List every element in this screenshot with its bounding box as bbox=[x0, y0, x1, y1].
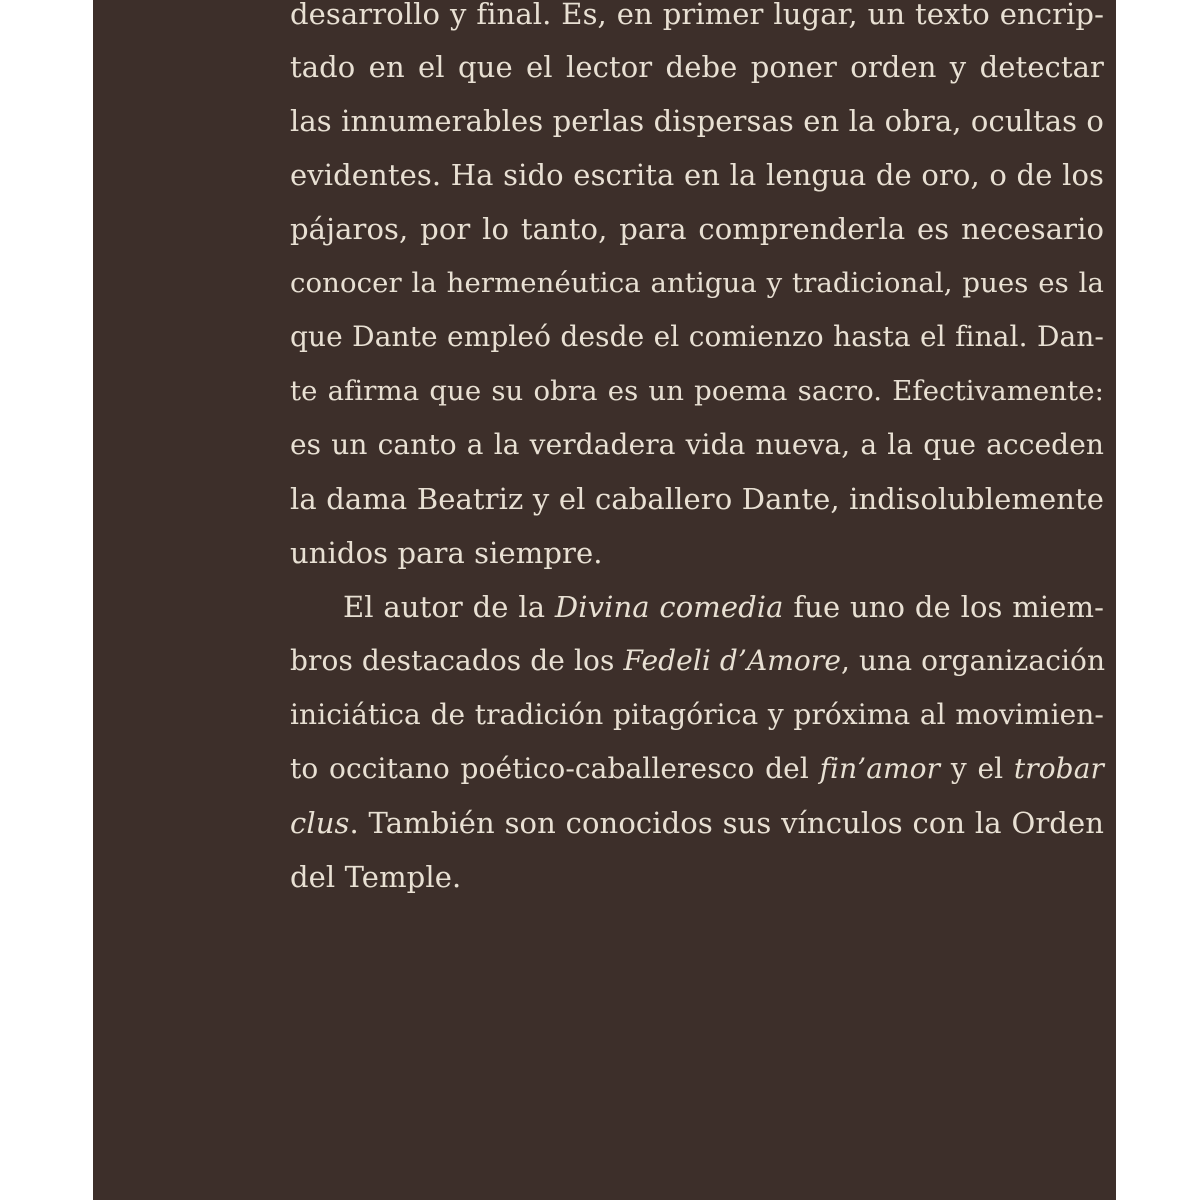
text-line: tado en el que el lector debe poner orden y detectar bbox=[290, 50, 1104, 84]
text-run: to occitano poético-caballeresco del bbox=[290, 752, 820, 785]
text-line: del Temple. bbox=[290, 860, 462, 894]
text-line: pájaros, por lo tanto, para comprenderla es necesario bbox=[290, 212, 1104, 246]
text-line: desarrollo y final. Es, en primer lugar, un texto encrip- bbox=[290, 0, 1104, 31]
italic-term: fin’amor bbox=[819, 752, 941, 785]
text-line bbox=[290, 742, 1104, 796]
italic-term: Fedeli d’Amore bbox=[623, 644, 842, 677]
text-line: las innumerables perlas dispersas en la obra, ocultas o bbox=[290, 104, 1104, 138]
text-line: es un canto a la verdadera vida nueva, a la que acceden bbox=[290, 428, 1104, 461]
text-line: unidos para siempre. bbox=[290, 536, 603, 570]
italic-title: Divina comedia bbox=[554, 590, 784, 624]
italic-term: clus bbox=[290, 806, 350, 840]
text-line: que Dante empleó desde el comienzo hasta el final. Dan- bbox=[290, 320, 1104, 353]
text-run: fue uno de los miem- bbox=[783, 590, 1104, 624]
book-page bbox=[93, 0, 1116, 1200]
text-line bbox=[343, 580, 1104, 634]
text-line: conocer la hermenéutica antigua y tradicional, pues es la bbox=[290, 267, 1104, 299]
text-run: El autor de la bbox=[343, 590, 555, 624]
text-run: bros destacados de los bbox=[290, 644, 624, 677]
text-line bbox=[290, 796, 1104, 850]
text-run: . También son conocidos sus vínculos con la Orden bbox=[349, 806, 1104, 840]
text-line: evidentes. Ha sido escrita en la lengua de oro, o de los bbox=[290, 158, 1104, 192]
text-line bbox=[290, 634, 1104, 688]
text-run: y el bbox=[940, 752, 1014, 785]
text-run: , una organización bbox=[841, 644, 1106, 677]
text-line: te afirma que su obra es un poema sacro. Efectivamente: bbox=[290, 375, 1104, 407]
text-line: la dama Beatriz y el caballero Dante, indisolublemente bbox=[290, 482, 1104, 516]
italic-term: trobar bbox=[1013, 752, 1104, 785]
text-line: iniciática de tradición pitagórica y próxima al movimien- bbox=[290, 698, 1104, 731]
